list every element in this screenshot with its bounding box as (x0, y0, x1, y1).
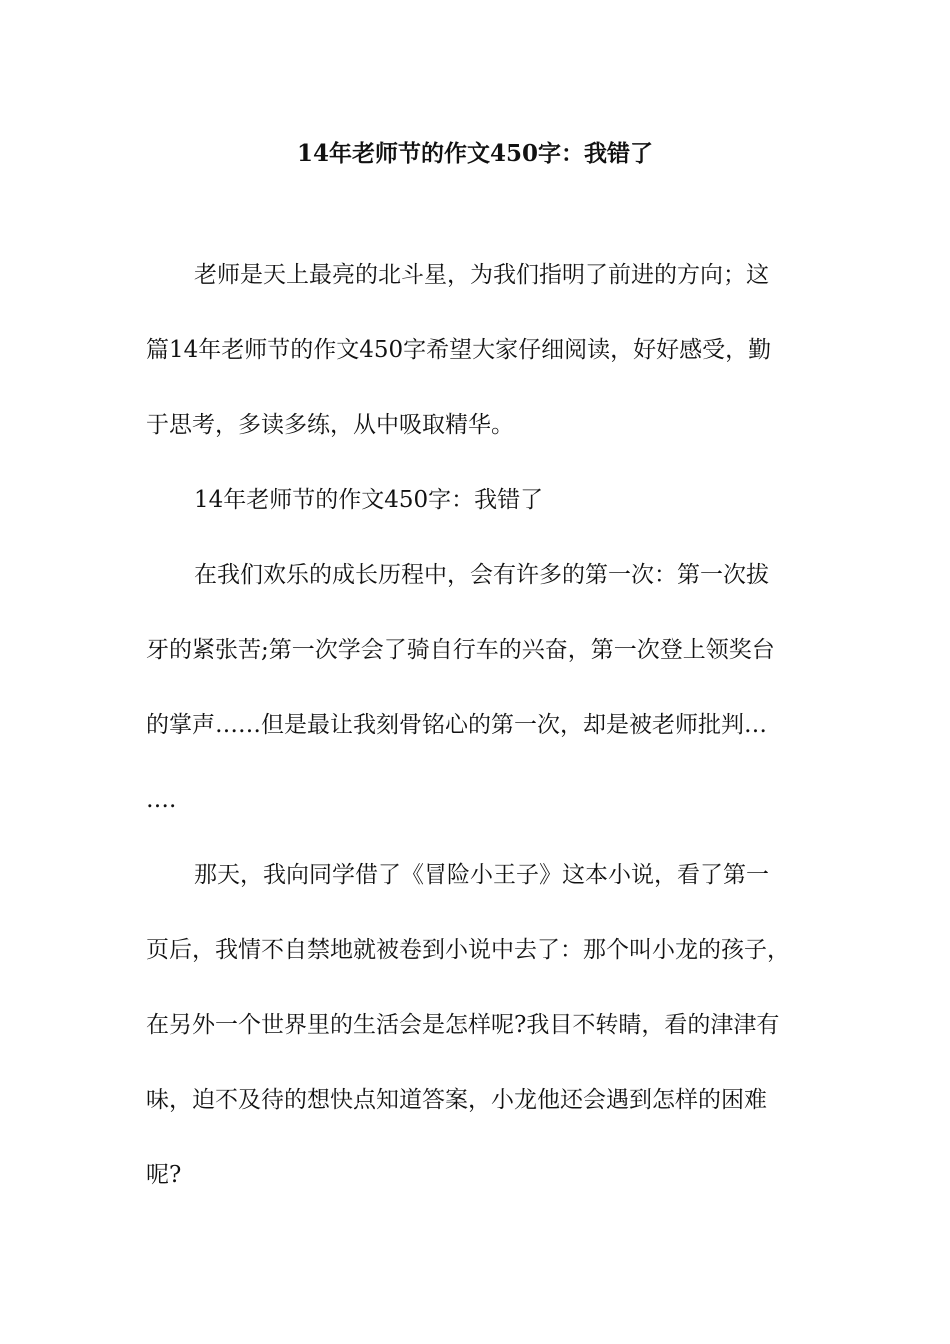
paragraph-1-line-1: 老师是天上最亮的北斗星，为我们指明了前进的方向；这 (194, 262, 769, 288)
paragraph-4-line-2: 页后，我情不自禁地就被卷到小说中去了：那个叫小龙的孩子， (146, 937, 790, 963)
paragraph-3-line-3: 的掌声……但是最让我刻骨铭心的第一次，却是被老师批判… (146, 712, 767, 738)
paragraph-3-line-4: …. (146, 787, 177, 813)
paragraph-4-line-1: 那天，我向同学借了《冒险小王子》这本小说，看了第一 (194, 862, 769, 888)
paragraph-2-line-1: 14年老师节的作文450字：我错了 (194, 487, 544, 513)
paragraph-3-line-1: 在我们欢乐的成长历程中，会有许多的第一次：第一次拔 (194, 562, 769, 588)
paragraph-4-line-3: 在另外一个世界里的生活会是怎样呢?我目不转睛，看的津津有 (146, 1012, 780, 1038)
paragraph-1-line-2: 篇14年老师节的作文450字希望大家仔细阅读，好好感受，勤 (146, 337, 772, 363)
paragraph-4-line-4: 味，迫不及待的想快点知道答案，小龙他还会遇到怎样的困难 (146, 1087, 767, 1113)
paragraph-3-line-2: 牙的紧张苦;第一次学会了骑自行车的兴奋，第一次登上领奖台 (146, 637, 775, 663)
document-title: 14年老师节的作文450字：我错了 (296, 140, 654, 167)
paragraph-1-line-3: 于思考，多读多练，从中吸取精华。 (146, 412, 514, 438)
paragraph-4-line-5: 呢? (146, 1162, 182, 1188)
